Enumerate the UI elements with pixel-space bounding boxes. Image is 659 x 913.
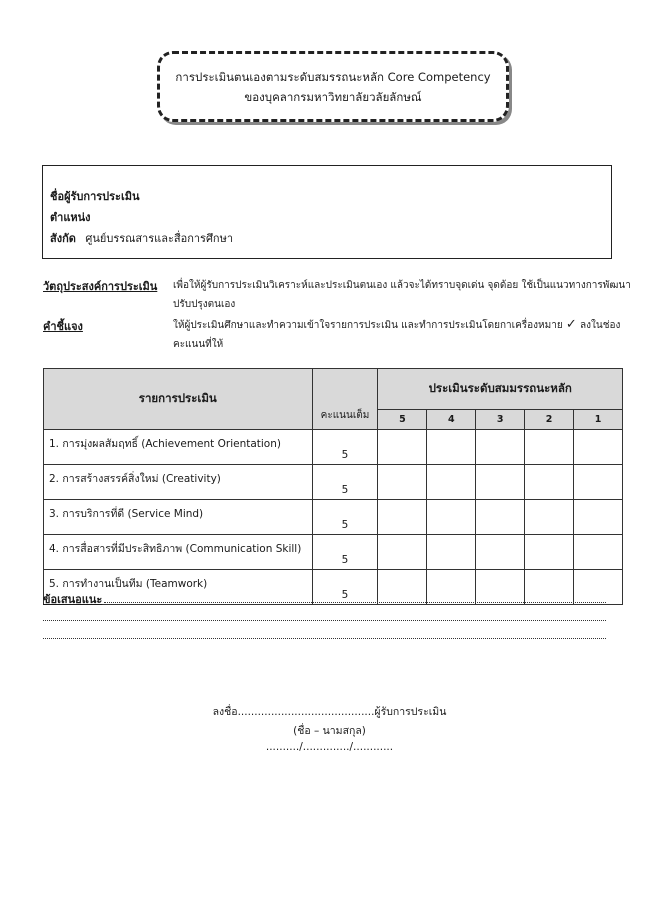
header-full-score: คะแนนเต็ม <box>312 369 378 430</box>
row-item: 2. การสร้างสรรค์สิ่งใหม่ (Creativity) <box>44 465 313 500</box>
row-item: 1. การมุ่งผลสัมฤทธิ์ (Achievement Orientation) <box>44 430 313 465</box>
suggestion-line-2[interactable] <box>43 620 606 621</box>
objective-line2: ปรับปรุงตนเอง <box>173 299 236 310</box>
affiliation-row <box>50 228 611 249</box>
affiliation-value: ศูนย์บรรณสารและสื่อการศึกษา <box>85 232 234 245</box>
header-item: รายการประเมิน <box>44 369 313 430</box>
suggestion-label: ข้อเสนอแนะ <box>43 593 103 606</box>
row-item: 5. การทำงานเป็นทีม (Teamwork) <box>44 570 313 605</box>
score-cell-4[interactable] <box>427 535 476 570</box>
score-cell-2[interactable] <box>525 465 574 500</box>
row-full-score: 5 <box>312 570 378 605</box>
affiliation-label: สังกัด <box>50 232 76 245</box>
table-row <box>44 535 623 570</box>
score-cell-2[interactable] <box>525 535 574 570</box>
header-level-3: 3 <box>476 410 525 430</box>
signature-line: ลงชื่อ.........................................ผู้รับการประเมิน <box>212 706 447 718</box>
form-title-line2: ของบุคลากรมหาวิทยาลัยวลัยลักษณ์ <box>244 89 422 104</box>
table-row <box>44 500 623 535</box>
score-cell-3[interactable] <box>476 535 525 570</box>
instruction-text <box>173 315 620 354</box>
row-full-score: 5 <box>312 535 378 570</box>
position-row <box>50 207 611 228</box>
row-full-score: 5 <box>312 465 378 500</box>
instruction-line1-end: ลงในช่อง <box>579 320 621 331</box>
form-title-box <box>157 51 509 122</box>
score-cell-4[interactable] <box>427 430 476 465</box>
header-level-4: 4 <box>427 410 476 430</box>
instruction-line1: ให้ผู้ประเมินศึกษาและทำความเข้าใจรายการประเมิน และทำการประเมินโดยกาเครื่องหมาย <box>173 320 563 331</box>
objective-text <box>173 276 631 314</box>
instruction-label: คำชี้แจง <box>43 320 83 333</box>
score-cell-5[interactable] <box>378 465 427 500</box>
instruction-line2: คะแนนที่ให้ <box>173 339 224 350</box>
table-row <box>44 430 623 465</box>
suggestion-section <box>43 590 606 608</box>
score-cell-2[interactable] <box>525 500 574 535</box>
objective-label: วัตถุประสงค์การประเมิน <box>43 280 158 293</box>
checkmark-icon: ✓ <box>565 317 577 332</box>
score-cell-4[interactable] <box>427 465 476 500</box>
position-label: ตำแหน่ง <box>50 211 91 224</box>
header-level-5: 5 <box>378 410 427 430</box>
score-cell-1[interactable] <box>574 430 623 465</box>
score-cell-3[interactable] <box>476 465 525 500</box>
score-cell-1[interactable] <box>574 535 623 570</box>
evaluatee-name-label: ชื่อผู้รับการประเมิน <box>50 190 140 203</box>
row-item: 4. การสื่อสารที่มีประสิทธิภาพ (Communication Skill) <box>44 535 313 570</box>
form-title-line1: การประเมินตนเองตามระดับสมรรถนะหลัก Core Competency <box>175 69 491 84</box>
suggestion-line-1[interactable] <box>104 602 606 603</box>
score-cell-5[interactable] <box>378 500 427 535</box>
score-cell-1[interactable] <box>574 500 623 535</box>
suggestion-line-3[interactable] <box>43 638 606 639</box>
row-full-score: 5 <box>312 500 378 535</box>
score-cell-4[interactable] <box>427 500 476 535</box>
header-level-2: 2 <box>525 410 574 430</box>
header-level-1: 1 <box>574 410 623 430</box>
row-item: 3. การบริการที่ดี (Service Mind) <box>44 500 313 535</box>
row-full-score: 5 <box>312 430 378 465</box>
instruction-line1-row <box>173 315 620 335</box>
header-competency-level: ประเมินระดับสมมรรถนะหลัก <box>378 369 623 410</box>
objective-line1: เพื่อให้ผู้รับการประเมินวิเคราะห์และประเมินตนเอง แล้วจะได้ทราบจุดเด่น จุดด้อย ใช้เป็นแนวทางการพัฒนา <box>173 280 631 291</box>
evaluatee-info-box <box>42 165 612 259</box>
competency-evaluation-table <box>43 368 623 605</box>
score-cell-3[interactable] <box>476 500 525 535</box>
score-cell-2[interactable] <box>525 430 574 465</box>
table-row <box>44 465 623 500</box>
evaluatee-name-row <box>50 186 611 207</box>
signature-name: (ชื่อ – นามสกุล) <box>293 725 366 737</box>
score-cell-3[interactable] <box>476 430 525 465</box>
score-cell-1[interactable] <box>574 465 623 500</box>
score-cell-5[interactable] <box>378 430 427 465</box>
score-cell-5[interactable] <box>378 535 427 570</box>
signature-date: ........../............../............ <box>265 741 394 753</box>
